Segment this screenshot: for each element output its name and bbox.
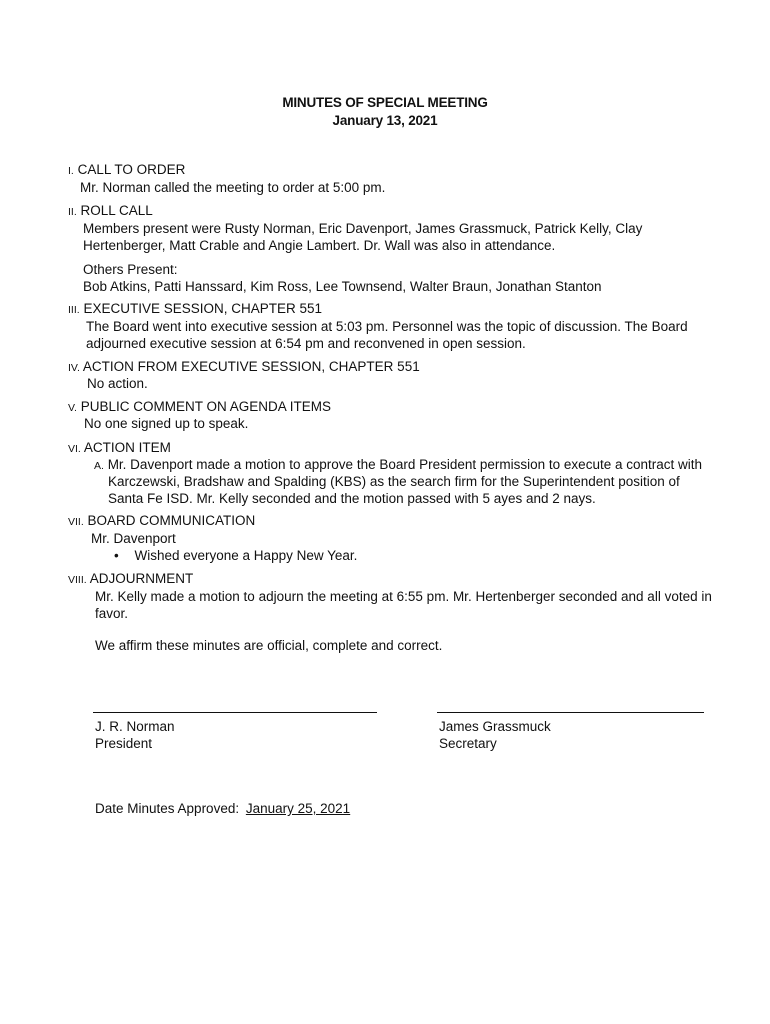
section-text: Hertenberger, Matt Crable and Angie Lambert. Dr. Wall was also in attendance. xyxy=(83,238,556,253)
others-present-label: Others Present: xyxy=(83,262,178,277)
section-heading-adjournment xyxy=(68,571,193,586)
section-number: II. xyxy=(68,206,77,218)
section-heading-action-from-executive-session xyxy=(68,359,420,374)
section-heading-roll-call xyxy=(68,203,153,218)
section-title: ACTION FROM EXECUTIVE SESSION, CHAPTER 551 xyxy=(82,359,420,374)
approval-line xyxy=(95,800,350,817)
section-title: PUBLIC COMMENT ON AGENDA ITEMS xyxy=(80,399,332,414)
affirmation-text: We affirm these minutes are official, complete and correct. xyxy=(95,638,443,653)
signature-line-secretary xyxy=(437,712,704,713)
section-heading-executive-session xyxy=(68,301,322,316)
section-text: Mr. Davenport xyxy=(91,531,176,546)
approval-date: January 25, 2021 xyxy=(245,801,351,816)
meeting-date: January 13, 2021 xyxy=(332,113,438,128)
approval-label: Date Minutes Approved: xyxy=(95,801,240,816)
section-title: ADJOURNMENT xyxy=(89,571,194,586)
section-number: VIII. xyxy=(68,574,87,586)
section-heading-action-item xyxy=(68,440,171,455)
section-title: EXECUTIVE SESSION, CHAPTER 551 xyxy=(83,301,323,316)
item-letter: A. xyxy=(94,460,104,472)
section-title: ACTION ITEM xyxy=(83,440,171,455)
bullet-icon: • xyxy=(114,548,119,563)
section-title: ROLL CALL xyxy=(80,203,153,218)
signer-role: President xyxy=(95,736,153,751)
section-text: Members present were Rusty Norman, Eric Davenport, James Grassmuck, Patrick Kelly, Clay xyxy=(83,221,643,236)
section-text: Santa Fe ISD. Mr. Kelly seconded and the motion passed with 5 ayes and 2 nays. xyxy=(108,491,596,506)
item-text: Mr. Davenport made a motion to approve the Board President permission to execute a contract with xyxy=(107,457,702,472)
section-text: Mr. Norman called the meeting to order at 5:00 pm. xyxy=(80,180,386,195)
section-title: BOARD COMMUNICATION xyxy=(87,513,256,528)
section-number: V. xyxy=(68,402,77,414)
section-text: No one signed up to speak. xyxy=(84,416,249,431)
section-text: No action. xyxy=(87,376,148,391)
section-text: The Board went into executive session at 5:03 pm. Personnel was the topic of discussion. The Board xyxy=(86,319,688,334)
section-text: adjourned executive session at 6:54 pm and reconvened in open session. xyxy=(86,336,526,351)
section-number: I. xyxy=(68,165,74,177)
section-heading-call-to-order xyxy=(68,162,185,177)
section-number: VII. xyxy=(68,516,84,528)
signer-role: Secretary xyxy=(439,736,497,751)
section-text: favor. xyxy=(95,606,129,621)
section-text: Mr. Kelly made a motion to adjourn the meeting at 6:55 pm. Mr. Hertenberger seconded and all voted in xyxy=(95,589,712,604)
section-text: Karczewski, Bradshaw and Spalding (KBS) as the search firm for the Superintendent position of xyxy=(108,474,680,489)
section-heading-board-communication xyxy=(68,513,255,528)
section-heading-public-comment xyxy=(68,399,331,414)
bullet-text: Wished everyone a Happy New Year. xyxy=(134,548,358,563)
signer-name: James Grassmuck xyxy=(439,719,551,734)
bullet-item xyxy=(114,547,357,564)
section-number: VI. xyxy=(68,443,81,455)
signer-name: J. R. Norman xyxy=(95,719,175,734)
section-title: CALL TO ORDER xyxy=(77,162,186,177)
signature-line-president xyxy=(93,712,377,713)
document-title: MINUTES OF SPECIAL MEETING xyxy=(282,95,488,110)
others-present-list: Bob Atkins, Patti Hanssard, Kim Ross, Lee Townsend, Walter Braun, Jonathan Stanton xyxy=(83,279,602,294)
section-number: IV. xyxy=(68,362,80,374)
section-number: III. xyxy=(68,304,80,316)
